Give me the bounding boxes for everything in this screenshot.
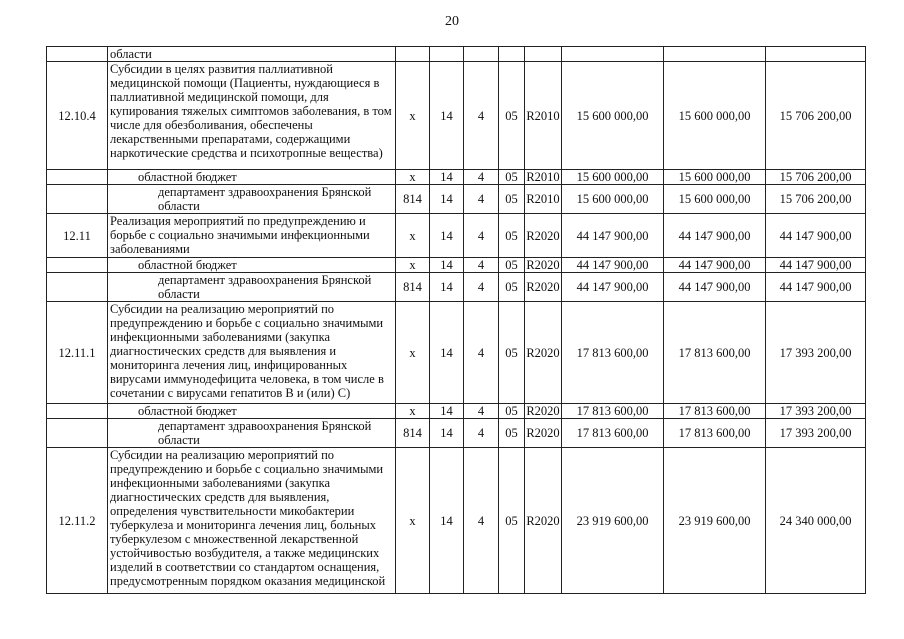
table-row: [47, 214, 866, 258]
row-gr-code: х: [396, 62, 430, 170]
row-value-3: 15 706 200,00: [766, 170, 866, 185]
row-value-1: 15 600 000,00: [562, 62, 664, 170]
table-row: [47, 273, 866, 302]
row-description: Субсидии на реализацию мероприятий по предупреждению и борьбе с социально значимыми инфекционными заболеваниями (закупка диагностических средств для выявления и мониторинга лечения лиц, инфицированных вирусами иммунодефицита человека, в том числе в сочетании с вирусами гепатитов В и (или) С): [108, 302, 396, 404]
row-gr-code: х: [396, 170, 430, 185]
row-target-a: 05: [499, 273, 525, 302]
row-target-a: 05: [499, 258, 525, 273]
row-code: 12.11.1: [47, 302, 108, 404]
row-gr-code: [396, 47, 430, 62]
row-code: 12.10.4: [47, 62, 108, 170]
row-code: [47, 404, 108, 419]
row-value-3: 15 706 200,00: [766, 185, 866, 214]
row-code: [47, 185, 108, 214]
table-row: [47, 170, 866, 185]
budget-table: [46, 46, 866, 594]
row-value-2: 23 919 600,00: [664, 448, 766, 594]
row-target-b: R2020: [526, 258, 560, 272]
row-value-1: 44 147 900,00: [562, 214, 664, 258]
row-value-2: 15 600 000,00: [664, 62, 766, 170]
row-description: области: [108, 47, 396, 62]
row-value-1: 17 813 600,00: [562, 404, 664, 419]
row-target-a: [499, 47, 525, 62]
row-target-a: 05: [499, 185, 525, 214]
row-section: 14: [430, 185, 464, 214]
row-section: [430, 47, 464, 62]
row-code: 12.11.2: [47, 448, 108, 594]
row-target-b: R2010: [525, 62, 562, 170]
table-row: [47, 258, 866, 273]
row-value-2: 44 147 900,00: [664, 258, 766, 273]
row-subsection: 4: [464, 448, 499, 594]
page-number: 20: [445, 14, 459, 29]
row-subsection: 4: [464, 404, 499, 419]
row-section: 14: [430, 214, 464, 258]
row-subsection: [464, 47, 499, 62]
row-section: 14: [430, 419, 464, 448]
row-value-2: 17 813 600,00: [664, 302, 766, 404]
row-section: 14: [430, 448, 464, 594]
table-row: [47, 419, 866, 448]
row-description: областной бюджет: [108, 258, 396, 273]
row-target-b: R2020: [525, 302, 562, 404]
row-section: 14: [430, 170, 464, 185]
row-value-3: 24 340 000,00: [766, 448, 866, 594]
row-target-b: R2020: [525, 214, 562, 258]
row-description: департамент здравоохранения Брянской области: [108, 273, 396, 302]
row-target-a: 05: [499, 214, 525, 258]
row-gr-code: х: [396, 404, 430, 419]
row-section: 14: [430, 62, 464, 170]
row-subsection: 4: [464, 419, 499, 448]
row-target-b: R2020: [525, 419, 562, 448]
row-gr-code: х: [396, 448, 430, 594]
row-value-1: [562, 47, 664, 62]
table-body: [47, 47, 866, 594]
row-code: [47, 170, 108, 185]
row-value-2: [664, 47, 766, 62]
row-value-3: 44 147 900,00: [766, 273, 866, 302]
row-subsection: 4: [464, 273, 499, 302]
row-target-b: R2010: [526, 170, 560, 184]
table-row: [47, 302, 866, 404]
row-value-3: [766, 47, 866, 62]
row-target-a: 05: [499, 302, 525, 404]
row-value-2: 44 147 900,00: [664, 273, 766, 302]
row-section: 14: [430, 302, 464, 404]
row-gr-code: х: [396, 302, 430, 404]
row-value-1: 15 600 000,00: [562, 185, 664, 214]
row-value-2: 15 600 000,00: [664, 170, 766, 185]
row-value-2: 17 813 600,00: [664, 419, 766, 448]
row-subsection: 4: [464, 258, 499, 273]
row-gr-code: х: [396, 258, 430, 273]
row-target-b: R2020: [525, 448, 562, 594]
row-section: 14: [430, 258, 464, 273]
row-value-1: 44 147 900,00: [562, 258, 664, 273]
row-subsection: 4: [464, 185, 499, 214]
row-subsection: 4: [464, 302, 499, 404]
row-target-b: R2020: [526, 404, 560, 418]
row-description: областной бюджет: [108, 170, 396, 185]
row-value-3: 44 147 900,00: [766, 214, 866, 258]
row-code: [47, 419, 108, 448]
row-description: Субсидии в целях развития паллиативной медицинской помощи (Пациенты, нуждающиеся в паллиативной медицинской помощи, для купирования тяжелых симптомов заболевания, в том числе для обезболивания, обеспечены лекарственными препаратами, содержащими наркотические средства и психотропные вещества): [108, 62, 396, 170]
row-description: Субсидии на реализацию мероприятий по предупреждению и борьбе с социально значимыми инфекционными заболеваниями (закупка диагностических средств для выявления, определения чувствительности микобактерии туберкулеза и мониторинга лечения лиц, больных туберкулезом с множественной лекарственной устойчивостью возбудителя, а также медицинских изделий в соответствии со стандартом оснащения, предусмотренным порядком оказания медицинской: [108, 448, 396, 594]
row-target-a: 05: [499, 419, 525, 448]
row-value-3: 17 393 200,00: [766, 302, 866, 404]
row-description: Реализация мероприятий по предупреждению и борьбе с социально значимыми инфекционными заболеваниями: [108, 214, 396, 258]
row-value-2: 17 813 600,00: [664, 404, 766, 419]
row-value-2: 44 147 900,00: [664, 214, 766, 258]
row-target-a: 05: [499, 404, 525, 419]
row-description: департамент здравоохранения Брянской области: [108, 419, 396, 448]
row-gr-code: 814: [396, 185, 430, 214]
row-section: 14: [430, 273, 464, 302]
row-value-3: 17 393 200,00: [766, 419, 866, 448]
row-value-2: 15 600 000,00: [664, 185, 766, 214]
row-target-a: 05: [499, 170, 525, 185]
row-value-3: 17 393 200,00: [766, 404, 866, 419]
row-gr-code: 814: [396, 273, 430, 302]
row-value-3: 44 147 900,00: [766, 258, 866, 273]
row-value-1: 23 919 600,00: [562, 448, 664, 594]
row-subsection: 4: [464, 214, 499, 258]
row-gr-code: 814: [396, 419, 430, 448]
row-subsection: 4: [464, 62, 499, 170]
row-gr-code: х: [396, 214, 430, 258]
row-description: областной бюджет: [108, 404, 396, 419]
row-subsection: 4: [464, 170, 499, 185]
row-target-a: 05: [499, 448, 525, 594]
row-description: департамент здравоохранения Брянской области: [108, 185, 396, 214]
row-value-1: 15 600 000,00: [562, 170, 664, 185]
row-code: [47, 47, 108, 62]
table-row: [47, 404, 866, 419]
row-value-3: 15 706 200,00: [766, 62, 866, 170]
row-value-1: 44 147 900,00: [562, 273, 664, 302]
row-code: [47, 258, 108, 273]
table-row: [47, 62, 866, 170]
table-row: [47, 448, 866, 594]
row-value-1: 17 813 600,00: [562, 302, 664, 404]
table-row: [47, 47, 866, 62]
row-target-b: [525, 47, 562, 62]
row-target-b: R2010: [525, 185, 562, 214]
row-target-a: 05: [499, 62, 525, 170]
row-target-b: R2020: [525, 273, 562, 302]
row-code: 12.11: [47, 214, 108, 258]
row-section: 14: [430, 404, 464, 419]
row-code: [47, 273, 108, 302]
row-value-1: 17 813 600,00: [562, 419, 664, 448]
table-row: [47, 185, 866, 214]
